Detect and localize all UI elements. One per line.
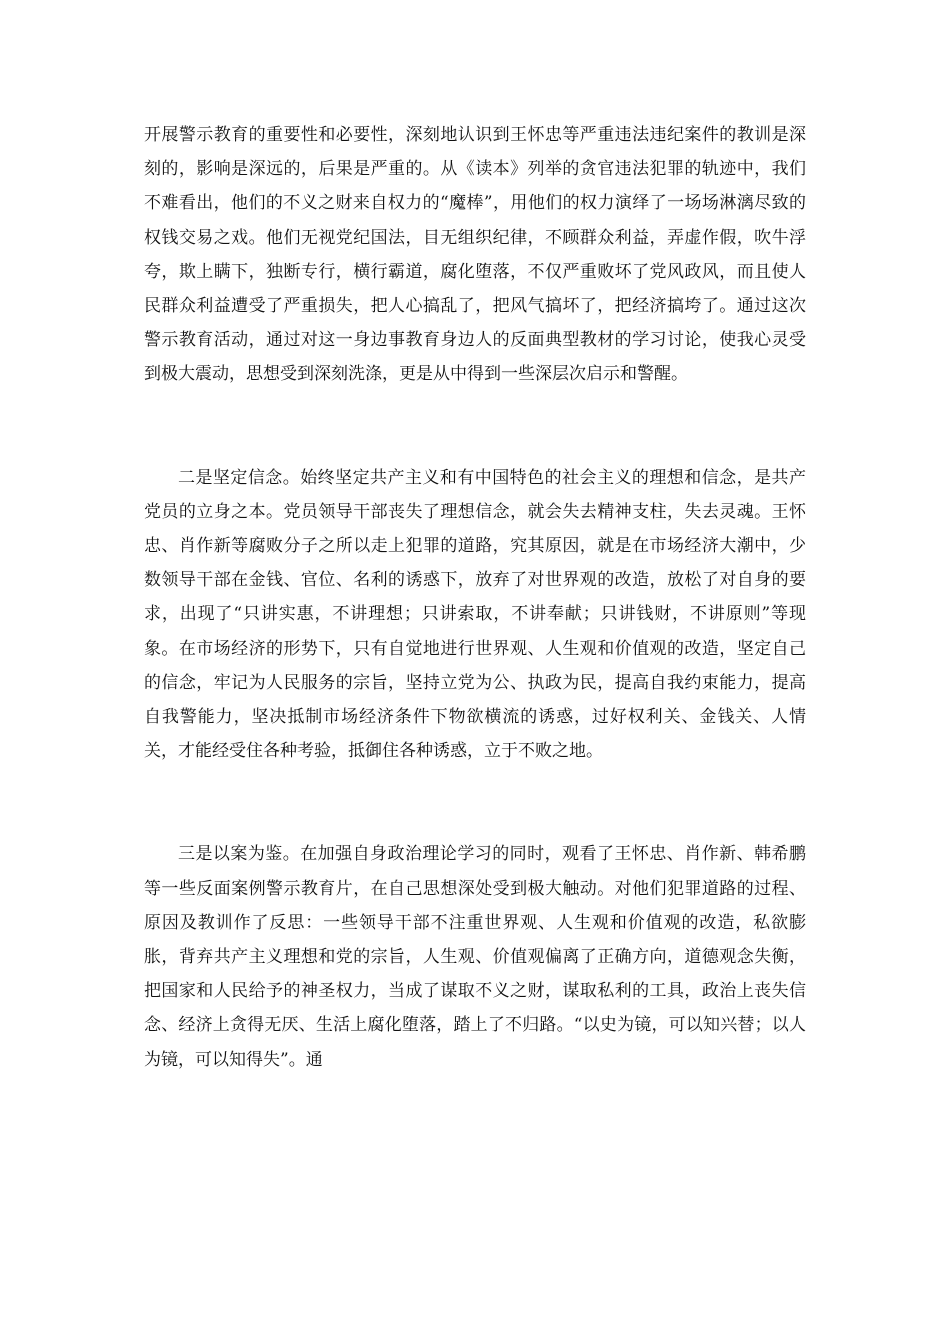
paragraph-learn-from-cases: 三是以案为鉴。在加强自身政治理论学习的同时，观看了王怀忠、肖作新、韩希鹏等一些反面案例警示教育片，在自己思想深处受到极大触动。对他们犯罪道路的过程、原因及教训作了反思：一些领导干部不注重世界观、人生观和价值观的改造，私欲膨胀，背弃共产主义理想和党的宗旨，人生观、价值观偏离了正确方向，道德观念失衡，把国家和人民给予的神圣权力，当成了谋取不义之财，谋取私利的工具，政治上丧失信念、经济上贪得无厌、生活上腐化堕落，踏上了不归路。“以史为镜，可以知兴替；以人为镜，可以知得失”。通 (144, 844, 806, 1070)
paragraph-firm-belief: 二是坚定信念。始终坚定共产主义和有中国特色的社会主义的理想和信念，是共产党员的立身之本。党员领导干部丧失了理想信念，就会失去精神支柱，失去灵魂。王怀忠、肖作新等腐败分子之所以走上犯罪的道路，究其原因，就是在市场经济大潮中，少数领导干部在金钱、官位、名利的诱惑下，放弃了对世界观的改造，放松了对自身的要求，出现了“只讲实惠，不讲理想；只讲索取，不讲奉献；只讲钱财，不讲原则”等现象。在市场经济的形势下，只有自觉地进行世界观、人生观和价值观的改造，坚定自己的信念，牢记为人民服务的宗旨，坚持立党为公、执政为民，提高自我约束能力，提高自我警能力，坚决抵制市场经济条件下物欲横流的诱惑，过好权利关、金钱关、人情关，才能经受住各种考验，抵御住各种诱惑，立于不败之地。 (144, 467, 806, 762)
document-body (144, 118, 806, 1077)
paragraph-warning-education: 开展警示教育的重要性和必要性，深刻地认识到王怀忠等严重违法违纪案件的教训是深刻的，影响是深远的，后果是严重的。从《读本》列举的贪官违法犯罪的轨迹中，我们不难看出，他们的不义之财来自权力的“魔棒”，用他们的权力演绎了一场场淋漓尽致的权钱交易之戏。他们无视党纪国法，目无组织纪律，不顾群众利益，弄虚作假，吹牛浮夸，欺上瞒下，独断专行，横行霸道，腐化堕落，不仅严重败坏了党风政风，而且使人民群众利益遭受了严重损失，把人心搞乱了，把风气搞坏了，把经济搞垮了。通过这次警示教育活动，通过对这一身边事教育身边人的反面典型教材的学习讨论，使我心灵受到极大震动，思想受到深刻洗涤，更是从中得到一些深层次启示和警醒。 (144, 125, 806, 385)
